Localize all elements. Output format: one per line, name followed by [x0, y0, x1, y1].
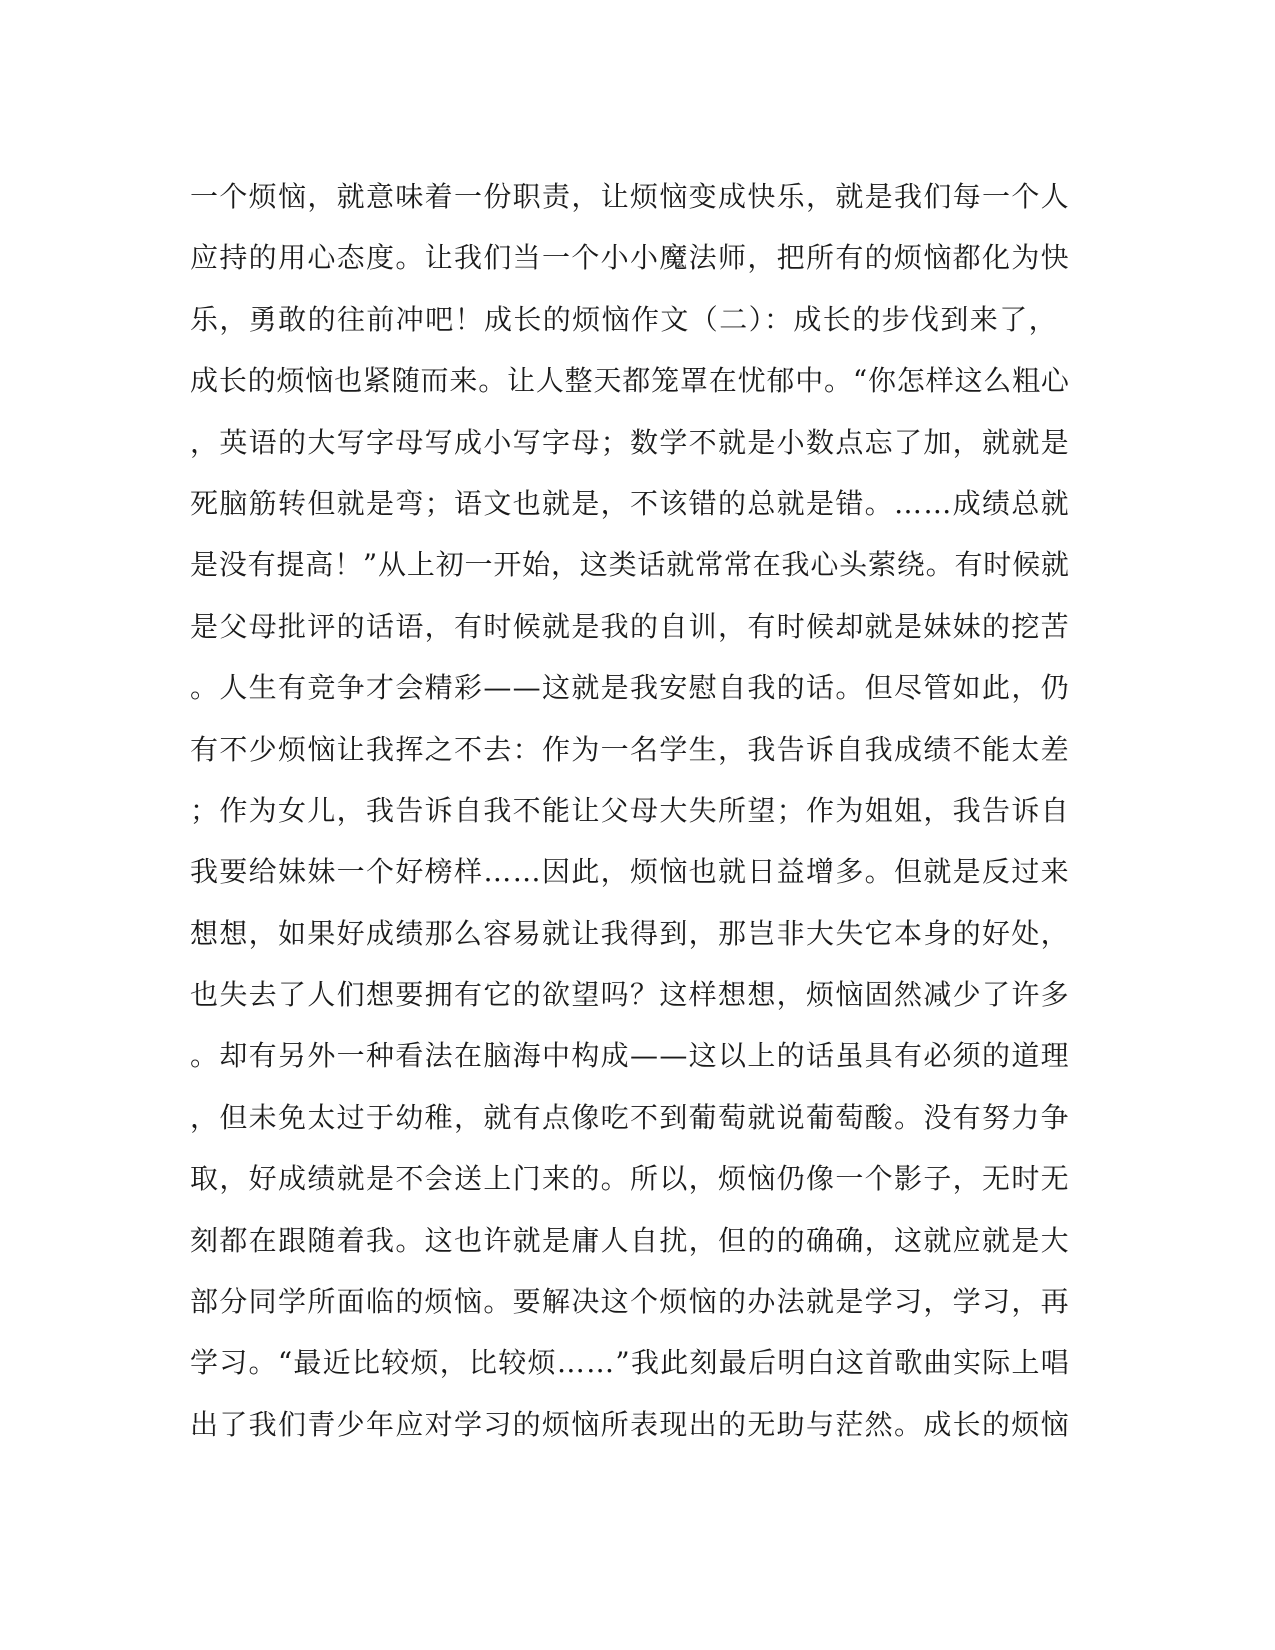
text-line-21: 出了我们青少年应对学习的烦恼所表现出的无助与茫然。成长的烦恼: [190, 1407, 1071, 1441]
text-line-13: 想想，如果好成绩那么容易就让我得到，那岂非大失它本身的好处，: [190, 916, 1071, 950]
body-text: [190, 166, 1070, 1455]
text-line-17: 取，好成绩就是不会送上门来的。所以，烦恼仍像一个影子，无时无: [190, 1162, 1071, 1196]
text-line-12: 我要给妹妹一个好榜样……因此，烦恼也就日益增多。但就是反过来: [190, 855, 1071, 889]
text-line-18: 刻都在跟随着我。这也许就是庸人自扰，但的的确确，这就应就是大: [190, 1223, 1071, 1257]
text-line-4: 成长的烦恼也紧随而来。让人整天都笼罩在忧郁中。“你怎样这么粗心: [190, 364, 1070, 398]
text-line-5: ，英语的大写字母写成小写字母；数学不就是小数点忘了加，就就是: [190, 425, 1071, 459]
text-line-19: 部分同学所面临的烦恼。要解决这个烦恼的办法就是学习，学习，再: [190, 1285, 1071, 1319]
text-line-10: 有不少烦恼让我挥之不去：作为一名学生，我告诉自我成绩不能太差: [190, 732, 1071, 766]
text-line-20: 学习。“最近比较烦，比较烦……”我此刻最后明白这首歌曲实际上唱: [190, 1346, 1071, 1380]
text-line-8: 是父母批评的话语，有时候就是我的自训，有时候却就是妹妹的挖苦: [190, 609, 1071, 643]
text-line-16: ，但未免太过于幼稚，就有点像吃不到葡萄就说葡萄酸。没有努力争: [190, 1100, 1071, 1134]
text-line-1: 一个烦恼，就意味着一份职责，让烦恼变成快乐，就是我们每一个人: [190, 180, 1071, 213]
text-line-9: 。人生有竞争才会精彩——这就是我安慰自我的话。但尽管如此，仍: [190, 671, 1071, 705]
text-line-15: 。却有另外一种看法在脑海中构成——这以上的话虽具有必须的道理: [190, 1039, 1071, 1073]
text-line-7: 是没有提高！”从上初一开始，这类话就常常在我心头萦绕。有时候就: [190, 548, 1070, 582]
text-line-14: 也失去了人们想要拥有它的欲望吗？这样想想，烦恼固然减少了许多: [190, 978, 1071, 1012]
text-line-2: 应持的用心态度。让我们当一个小小魔法师，把所有的烦恼都化为快: [190, 241, 1071, 275]
text-line-11: ；作为女儿，我告诉自我不能让父母大失所望；作为姐姐，我告诉自: [190, 793, 1071, 827]
text-line-3: 乐，勇敢的往前冲吧！成长的烦恼作文（二）：成长的步伐到来了，: [190, 302, 1059, 336]
text-line-6: 死脑筋转但就是弯；语文也就是，不该错的总就是错。……成绩总就: [190, 486, 1071, 520]
